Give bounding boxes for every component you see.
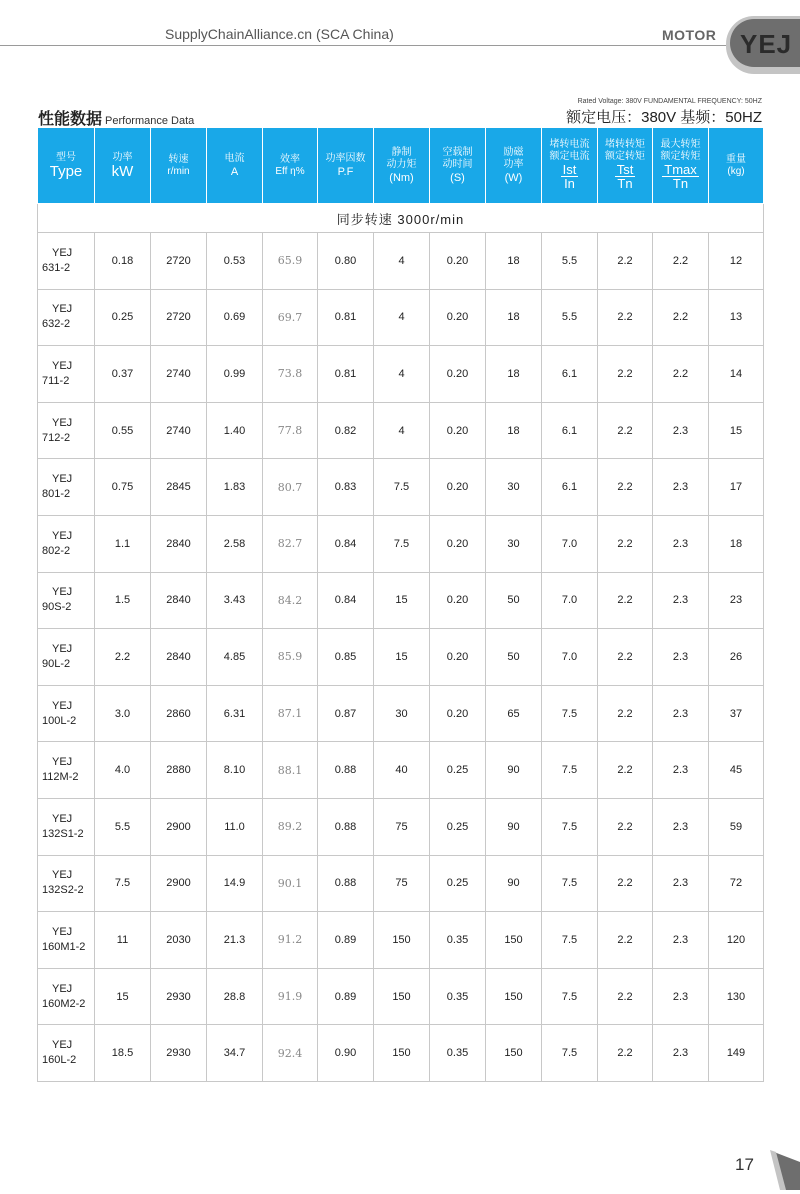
table-row [38, 629, 764, 686]
col-weight: 重量 (kg) [709, 128, 764, 204]
excitation-cell: 90 [486, 798, 542, 855]
type-model: 160M1-2 [42, 940, 86, 953]
brake-time-cell: 0.25 [430, 742, 486, 799]
brake-torque-cell: 150 [374, 968, 430, 1025]
current-cell: 21.3 [207, 912, 263, 969]
type-model: 711-2 [42, 374, 70, 387]
power-factor-cell: 0.88 [318, 855, 374, 912]
excitation-cell: 90 [486, 855, 542, 912]
weight-cell: 149 [709, 1025, 764, 1082]
efficiency-cell: 90.1 [263, 855, 318, 912]
brake-torque-cell: 4 [374, 402, 430, 459]
table-row [38, 685, 764, 742]
excitation-cell: 150 [486, 912, 542, 969]
type-series: YEJ [52, 473, 73, 486]
power-factor-cell: 0.90 [318, 1025, 374, 1082]
col-type: 型号 Type [38, 128, 95, 204]
speed-cell: 2840 [151, 629, 207, 686]
power-factor-cell: 0.88 [318, 798, 374, 855]
locked-torque-cell: 2.2 [598, 742, 653, 799]
performance-table [37, 127, 764, 1082]
current-cell: 14.9 [207, 855, 263, 912]
locked-torque-cell: 2.2 [598, 855, 653, 912]
table-row [38, 402, 764, 459]
speed-cell: 2845 [151, 459, 207, 516]
sync-speed-row [38, 204, 764, 233]
col-brake-time: 空载制 动时间 (S) [430, 128, 486, 204]
table-row [38, 346, 764, 403]
type-series: YEJ [52, 359, 73, 372]
type-series: YEJ [52, 812, 73, 825]
efficiency-cell: 73.8 [263, 346, 318, 403]
current-cell: 2.58 [207, 515, 263, 572]
efficiency-cell: 84.2 [263, 572, 318, 629]
speed-cell: 2900 [151, 855, 207, 912]
weight-cell: 18 [709, 515, 764, 572]
max-torque-cell: 2.3 [653, 629, 709, 686]
power-cell: 18.5 [95, 1025, 151, 1082]
locked-current-cell: 6.1 [542, 402, 598, 459]
current-cell: 6.31 [207, 685, 263, 742]
locked-torque-cell: 2.2 [598, 459, 653, 516]
type-cell [38, 629, 95, 686]
type-model: 112M-2 [42, 771, 79, 784]
speed-cell: 2860 [151, 685, 207, 742]
max-torque-cell: 2.3 [653, 798, 709, 855]
type-cell [38, 346, 95, 403]
table-row [38, 1025, 764, 1082]
locked-torque-cell: 2.2 [598, 968, 653, 1025]
speed-cell: 2720 [151, 233, 207, 290]
locked-torque-cell: 2.2 [598, 346, 653, 403]
current-cell: 3.43 [207, 572, 263, 629]
type-cell [38, 572, 95, 629]
power-factor-cell: 0.83 [318, 459, 374, 516]
locked-torque-cell: 2.2 [598, 685, 653, 742]
efficiency-cell: 91.2 [263, 912, 318, 969]
brake-torque-cell: 75 [374, 798, 430, 855]
table-row [38, 515, 764, 572]
rated-voltage-cn: 额定电压：380V 基频：50HZ [566, 109, 762, 126]
col-brake-torque: 静制 动力矩 (Nm) [374, 128, 430, 204]
locked-current-cell: 5.5 [542, 289, 598, 346]
max-torque-cell: 2.3 [653, 1025, 709, 1082]
table-row [38, 968, 764, 1025]
power-cell: 4.0 [95, 742, 151, 799]
power-cell: 1.5 [95, 572, 151, 629]
rated-voltage-en: Rated Voltage: 380V FUNDAMENTAL FREQUENCY: 50HZ [577, 98, 762, 105]
type-cell [38, 968, 95, 1025]
power-cell: 2.2 [95, 629, 151, 686]
locked-current-cell: 7.5 [542, 912, 598, 969]
efficiency-cell: 87.1 [263, 685, 318, 742]
locked-current-cell: 6.1 [542, 346, 598, 403]
brake-torque-cell: 7.5 [374, 459, 430, 516]
power-cell: 7.5 [95, 855, 151, 912]
power-cell: 15 [95, 968, 151, 1025]
weight-cell: 130 [709, 968, 764, 1025]
power-cell: 0.18 [95, 233, 151, 290]
brake-time-cell: 0.20 [430, 233, 486, 290]
brake-time-cell: 0.20 [430, 685, 486, 742]
weight-cell: 12 [709, 233, 764, 290]
weight-cell: 120 [709, 912, 764, 969]
page-title [38, 106, 194, 129]
col-efficiency: 效率 Eff η% [263, 128, 318, 204]
max-torque-cell: 2.3 [653, 402, 709, 459]
current-cell: 28.8 [207, 968, 263, 1025]
brake-torque-cell: 4 [374, 233, 430, 290]
type-cell [38, 459, 95, 516]
type-series: YEJ [52, 416, 73, 429]
type-model: 801-2 [42, 488, 71, 501]
brake-torque-cell: 15 [374, 629, 430, 686]
locked-current-cell: 6.1 [542, 459, 598, 516]
power-factor-cell: 0.84 [318, 572, 374, 629]
type-series: YEJ [52, 982, 73, 995]
type-series: YEJ [52, 529, 73, 542]
weight-cell: 26 [709, 629, 764, 686]
type-series: YEJ [52, 642, 73, 655]
brake-time-cell: 0.35 [430, 968, 486, 1025]
type-cell [38, 798, 95, 855]
max-torque-cell: 2.3 [653, 515, 709, 572]
col-locked-torque-ratio: 堵转转矩 额定转矩 $\frac{\text{Tst}}{Tn}$ [598, 128, 653, 204]
brake-torque-cell: 4 [374, 346, 430, 403]
type-model: 802-2 [42, 544, 71, 557]
excitation-cell: 150 [486, 968, 542, 1025]
brake-torque-cell: 30 [374, 685, 430, 742]
max-torque-cell: 2.2 [653, 346, 709, 403]
speed-cell: 2740 [151, 402, 207, 459]
current-cell: 34.7 [207, 1025, 263, 1082]
corner-mark-icon [770, 1150, 800, 1190]
brake-time-cell: 0.25 [430, 855, 486, 912]
col-power: 功率 kW [95, 128, 151, 204]
col-max-torque-ratio: 最大转矩 额定转矩 $\frac{Tmax}{Tn}$ [653, 128, 709, 204]
locked-torque-cell: 2.2 [598, 1025, 653, 1082]
excitation-cell: 50 [486, 629, 542, 686]
excitation-cell: 150 [486, 1025, 542, 1082]
weight-cell: 14 [709, 346, 764, 403]
current-cell: 4.85 [207, 629, 263, 686]
speed-cell: 2900 [151, 798, 207, 855]
power-factor-cell: 0.85 [318, 629, 374, 686]
excitation-cell: 90 [486, 742, 542, 799]
power-cell: 11 [95, 912, 151, 969]
locked-current-cell: 7.5 [542, 742, 598, 799]
locked-torque-cell: 2.2 [598, 233, 653, 290]
col-speed: 转速 r/min [151, 128, 207, 204]
locked-current-cell: 5.5 [542, 233, 598, 290]
table-row [38, 742, 764, 799]
weight-cell: 59 [709, 798, 764, 855]
locked-current-cell: 7.5 [542, 798, 598, 855]
section-tab-label: YEJ [740, 29, 793, 59]
type-model: 160M2-2 [42, 997, 86, 1010]
efficiency-cell: 88.1 [263, 742, 318, 799]
max-torque-cell: 2.2 [653, 233, 709, 290]
speed-cell: 2740 [151, 346, 207, 403]
power-factor-cell: 0.82 [318, 402, 374, 459]
type-model: 132S2-2 [42, 884, 84, 897]
col-excitation-power: 励磁 功率 (W) [486, 128, 542, 204]
header-rule [0, 45, 740, 46]
brake-time-cell: 0.35 [430, 912, 486, 969]
locked-current-cell: 7.0 [542, 572, 598, 629]
power-factor-cell: 0.89 [318, 968, 374, 1025]
power-cell: 5.5 [95, 798, 151, 855]
max-torque-cell: 2.3 [653, 855, 709, 912]
brake-time-cell: 0.20 [430, 629, 486, 686]
brake-torque-cell: 150 [374, 912, 430, 969]
excitation-cell: 18 [486, 402, 542, 459]
power-factor-cell: 0.89 [318, 912, 374, 969]
max-torque-cell: 2.3 [653, 685, 709, 742]
brake-time-cell: 0.25 [430, 798, 486, 855]
max-torque-cell: 2.3 [653, 912, 709, 969]
type-model: 632-2 [42, 318, 71, 331]
speed-cell: 2930 [151, 1025, 207, 1082]
type-model: 160L-2 [42, 1054, 77, 1067]
power-cell: 0.75 [95, 459, 151, 516]
weight-cell: 45 [709, 742, 764, 799]
speed-cell: 2880 [151, 742, 207, 799]
weight-cell: 37 [709, 685, 764, 742]
weight-cell: 23 [709, 572, 764, 629]
type-series: YEJ [52, 756, 73, 769]
type-cell [38, 1025, 95, 1082]
page-number: 17 [735, 1155, 754, 1174]
locked-current-cell: 7.5 [542, 1025, 598, 1082]
type-cell [38, 855, 95, 912]
excitation-cell: 30 [486, 459, 542, 516]
locked-torque-cell: 2.2 [598, 629, 653, 686]
locked-torque-cell: 2.2 [598, 515, 653, 572]
excitation-cell: 18 [486, 233, 542, 290]
efficiency-cell: 82.7 [263, 515, 318, 572]
brake-torque-cell: 75 [374, 855, 430, 912]
power-factor-cell: 0.84 [318, 515, 374, 572]
power-cell: 3.0 [95, 685, 151, 742]
weight-cell: 72 [709, 855, 764, 912]
brake-torque-cell: 4 [374, 289, 430, 346]
locked-torque-cell: 2.2 [598, 572, 653, 629]
type-cell [38, 515, 95, 572]
excitation-cell: 18 [486, 346, 542, 403]
current-cell: 0.53 [207, 233, 263, 290]
max-torque-cell: 2.2 [653, 289, 709, 346]
power-cell: 0.55 [95, 402, 151, 459]
type-series: YEJ [52, 869, 73, 882]
max-torque-cell: 2.3 [653, 459, 709, 516]
speed-cell: 2840 [151, 515, 207, 572]
brake-torque-cell: 15 [374, 572, 430, 629]
brake-torque-cell: 7.5 [374, 515, 430, 572]
type-cell [38, 685, 95, 742]
section-label: MOTOR [662, 27, 717, 43]
type-cell [38, 742, 95, 799]
speed-cell: 2930 [151, 968, 207, 1025]
type-model: 631-2 [42, 261, 71, 274]
power-cell: 0.37 [95, 346, 151, 403]
efficiency-cell: 89.2 [263, 798, 318, 855]
locked-current-cell: 7.0 [542, 515, 598, 572]
weight-cell: 17 [709, 459, 764, 516]
brake-time-cell: 0.20 [430, 289, 486, 346]
type-cell [38, 289, 95, 346]
sync-speed-label: 同步转速 3000r/min [38, 204, 764, 233]
table-row [38, 459, 764, 516]
type-cell [38, 912, 95, 969]
max-torque-cell: 2.3 [653, 968, 709, 1025]
current-cell: 11.0 [207, 798, 263, 855]
efficiency-cell: 69.7 [263, 289, 318, 346]
table-row [38, 912, 764, 969]
col-locked-current-ratio: 堵转电流 额定电流 $\frac{\text{Ist}}{In}$ [542, 128, 598, 204]
excitation-cell: 18 [486, 289, 542, 346]
current-cell: 1.40 [207, 402, 263, 459]
type-series: YEJ [52, 1039, 73, 1052]
brake-time-cell: 0.20 [430, 572, 486, 629]
power-cell: 0.25 [95, 289, 151, 346]
title-cn: 性能数据 [38, 111, 103, 128]
type-cell [38, 402, 95, 459]
power-factor-cell: 0.81 [318, 289, 374, 346]
type-model: 100L-2 [42, 714, 77, 727]
speed-cell: 2840 [151, 572, 207, 629]
efficiency-cell: 91.9 [263, 968, 318, 1025]
locked-current-cell: 7.5 [542, 855, 598, 912]
brake-time-cell: 0.20 [430, 346, 486, 403]
type-model: 132S1-2 [42, 827, 84, 840]
power-factor-cell: 0.81 [318, 346, 374, 403]
type-series: YEJ [52, 303, 73, 316]
weight-cell: 15 [709, 402, 764, 459]
table-row [38, 289, 764, 346]
type-series: YEJ [52, 586, 73, 599]
efficiency-cell: 85.9 [263, 629, 318, 686]
col-power-factor: 功率因数 P.F [318, 128, 374, 204]
site-name: SupplyChainAlliance.cn (SCA China) [165, 26, 394, 42]
efficiency-cell: 80.7 [263, 459, 318, 516]
type-series: YEJ [52, 699, 73, 712]
current-cell: 0.99 [207, 346, 263, 403]
efficiency-cell: 77.8 [263, 402, 318, 459]
type-model: 90L-2 [42, 657, 71, 670]
col-current: 电流 A [207, 128, 263, 204]
max-torque-cell: 2.3 [653, 572, 709, 629]
type-series: YEJ [52, 246, 73, 259]
table-row [38, 233, 764, 290]
current-cell: 1.83 [207, 459, 263, 516]
type-model: 90S-2 [42, 601, 72, 614]
brake-time-cell: 0.20 [430, 459, 486, 516]
power-factor-cell: 0.87 [318, 685, 374, 742]
excitation-cell: 65 [486, 685, 542, 742]
efficiency-cell: 65.9 [263, 233, 318, 290]
brake-time-cell: 0.20 [430, 515, 486, 572]
brake-time-cell: 0.35 [430, 1025, 486, 1082]
type-model: 712-2 [42, 431, 71, 444]
type-series: YEJ [52, 925, 73, 938]
locked-torque-cell: 2.2 [598, 402, 653, 459]
excitation-cell: 30 [486, 515, 542, 572]
power-cell: 1.1 [95, 515, 151, 572]
locked-current-cell: 7.5 [542, 685, 598, 742]
max-torque-cell: 2.3 [653, 742, 709, 799]
power-factor-cell: 0.88 [318, 742, 374, 799]
efficiency-cell: 92.4 [263, 1025, 318, 1082]
table-row [38, 855, 764, 912]
excitation-cell: 50 [486, 572, 542, 629]
locked-current-cell: 7.5 [542, 968, 598, 1025]
locked-torque-cell: 2.2 [598, 289, 653, 346]
brake-torque-cell: 40 [374, 742, 430, 799]
title-en: Performance Data [105, 115, 195, 127]
power-factor-cell: 0.80 [318, 233, 374, 290]
table-row [38, 798, 764, 855]
current-cell: 8.10 [207, 742, 263, 799]
brake-time-cell: 0.20 [430, 402, 486, 459]
current-cell: 0.69 [207, 289, 263, 346]
speed-cell: 2030 [151, 912, 207, 969]
type-cell [38, 233, 95, 290]
brake-torque-cell: 150 [374, 1025, 430, 1082]
locked-torque-cell: 2.2 [598, 798, 653, 855]
table-row [38, 572, 764, 629]
speed-cell: 2720 [151, 289, 207, 346]
weight-cell: 13 [709, 289, 764, 346]
locked-current-cell: 7.0 [542, 629, 598, 686]
table-header-row [38, 128, 764, 204]
locked-torque-cell: 2.2 [598, 912, 653, 969]
